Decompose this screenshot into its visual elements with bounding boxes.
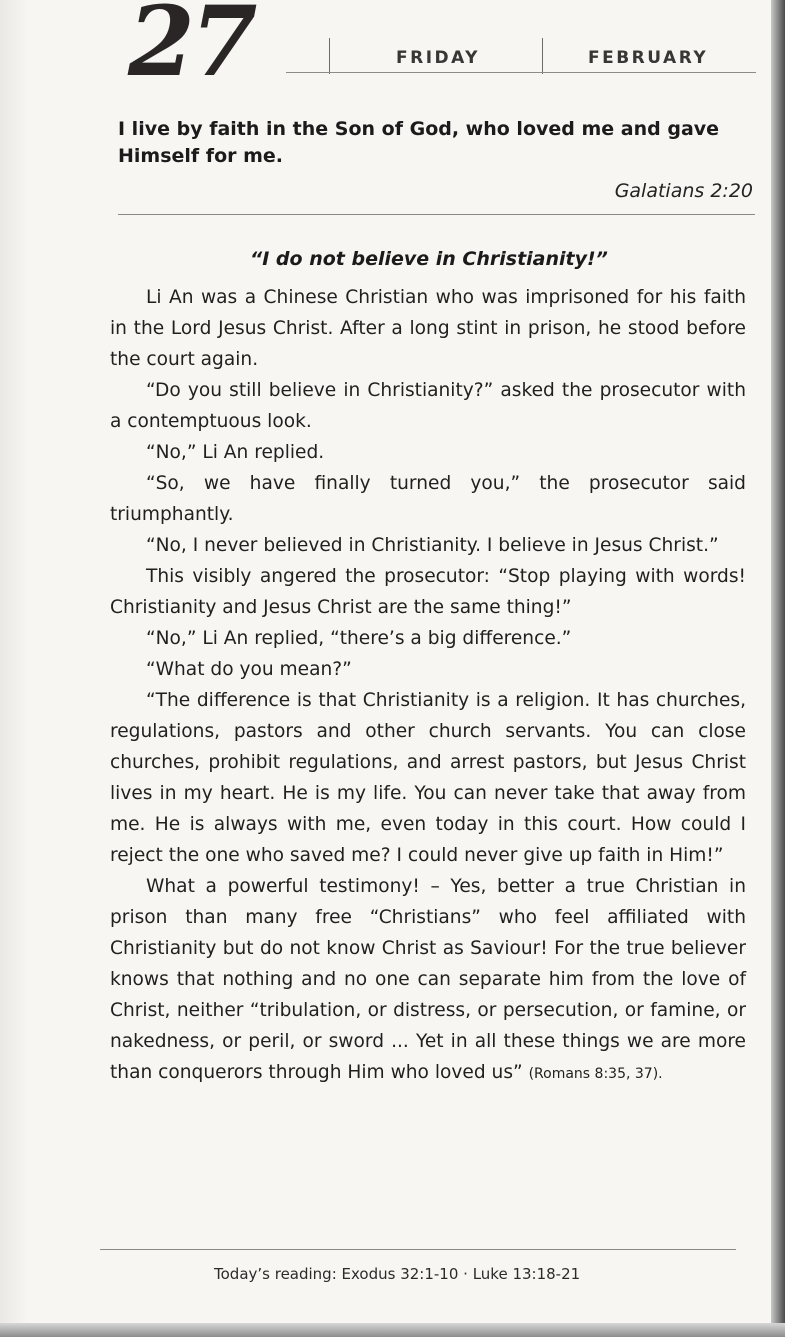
scripture-reference: (Romans 8:35, 37). (528, 1066, 663, 1082)
paragraph: “The difference is that Christianity is a religion. It has churches, regulations, pastors and other church servants. You can close churches, prohibit regulations, and arrest pastors, but Jesus Christ lives in my heart. He is my life. You can never take that away from me. He is always with me, even today in this court. How could I reject the one who saved me? I could never give up faith in Him!” (110, 690, 746, 866)
verse-reference: Galatians 2:20 (614, 180, 753, 202)
page-bottom-edge (0, 1323, 785, 1337)
paragraph: “What do you mean?” (146, 659, 352, 680)
weekday-label: FRIDAY (396, 48, 480, 68)
header-separator (329, 38, 330, 74)
closing-paragraph (110, 871, 746, 1090)
header-separator (542, 38, 543, 74)
article-body (110, 282, 746, 1090)
section-divider (118, 214, 755, 215)
page-gutter (0, 0, 28, 1337)
paragraph: “No, I never believed in Christianity. I believe in Jesus Christ.” (146, 535, 719, 556)
todays-reading: Today’s reading: Exodus 32:1-10 · Luke 13:18-21 (214, 1265, 581, 1283)
paragraph: “No,” Li An replied. (146, 442, 325, 463)
paragraph: “So, we have finally turned you,” the prosecutor said triumphantly. (110, 473, 746, 525)
closing-text: What a powerful testimony! – Yes, better a true Christian in prison than many free “Christians” who feel affiliated with Christianity but do not know Christ as Saviour! For the true believer knows that nothing and no one can separate him from the love of Christ, neither “tribulation, or distress, or persecution, or famine, or nakedness, or peril, or sword ... Yet in all these things we are more than conquerors through Him who loved us” (110, 876, 746, 1083)
header-rule (286, 72, 756, 73)
article-title: “I do not believe in Christianity!” (250, 248, 608, 270)
key-verse: I live by faith in the Son of God, who loved me and gave Himself for me. (118, 118, 720, 167)
day-number: 27 (128, 0, 254, 98)
paragraph: Li An was a Chinese Christian who was imprisoned for his faith in the Lord Jesus Christ. After a long stint in prison, he stood before the court again. (110, 287, 746, 370)
paragraph: “Do you still believe in Christianity?” asked the prosecutor with a contemptuous look. (110, 380, 746, 432)
paragraph: This visibly angered the prosecutor: “Stop playing with words! Christianity and Jesus Christ are the same thing!” (110, 566, 746, 618)
paragraph: “No,” Li An replied, “there’s a big difference.” (146, 628, 572, 649)
month-label: FEBRUARY (588, 48, 709, 68)
footer-divider (100, 1249, 736, 1250)
page-edge-shadow (771, 0, 785, 1337)
